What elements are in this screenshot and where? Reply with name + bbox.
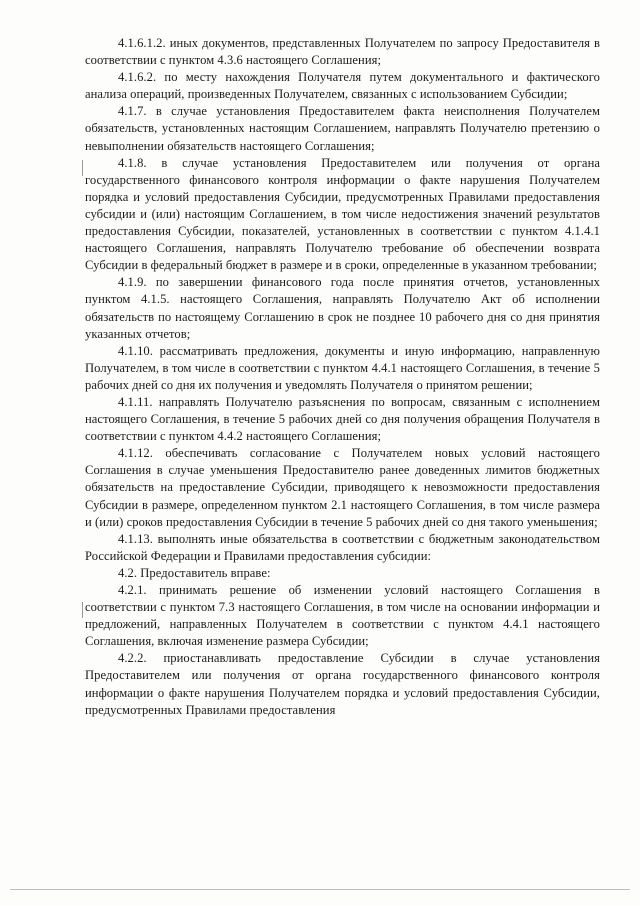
paragraph-4-1-6-2: 4.1.6.2. по месту нахождения Получателя путем документального и фактического анализа операций, произведенных Получателем, связанных с использованием Субсидии;	[85, 70, 600, 102]
paragraph-4-1-13: 4.1.13. выполнять иные обязательства в соответствии с бюджетным законодательством Российской Федерации и Правилами предоставления субсидии:	[85, 531, 600, 563]
section-heading-4-2: 4.2. Предоставитель вправе:	[118, 565, 271, 580]
paragraph-4-1-8: 4.1.8. в случае установления Предоставителем или получения от органа государственного финансового контроля информации о факте нарушения Получателем порядка и условий предоставления Субсидии, предусмотренных Правилами предоставления субсидии и (или) настоящим Соглашением, в том числе недостижения значений результатов предоставления Субсидии, показателей, установленных в соответствии с пунктом 4.1.4.1 настоящего Соглашения, направлять Получателю требование об обеспечении возврата Субсидии в федеральный бюджет в размере и в сроки, определенные в указанном требовании;	[85, 155, 600, 273]
scan-margin-mark	[82, 160, 83, 176]
page-bottom-rule	[10, 889, 630, 890]
paragraph-4-1-7: 4.1.7. в случае установления Предоставителем факта неисполнения Получателем обязательств, установленных настоящим Соглашением, направлять Получателю претензию о невыполнении обязательств настоящего Соглашения;	[85, 104, 600, 153]
paragraph-4-1-6-1-2: 4.1.6.1.2. иных документов, представленных Получателем по запросу Предоставителя в соответствии с пунктом 4.3.6 настоящего Соглашения;	[85, 36, 600, 68]
paragraph-4-1-9: 4.1.9. по завершении финансового года после принятия отчетов, установленных пунктом 4.1.5. настоящего Соглашения, направлять Получателю Акт об исполнении обязательств по настоящему Соглашению в срок не позднее 10 рабочего дня со дня принятия указанных отчетов;	[85, 275, 600, 341]
paragraph-4-2-1: 4.2.1. принимать решение об изменении условий настоящего Соглашения в соответствии с пунктом 7.3 настоящего Соглашения, в том числе на основании информации и предложений, направленных Получателем в соответствии с пунктом 4.4.1 настоящего Соглашения, включая изменение размера Субсидии;	[85, 583, 600, 649]
scan-margin-mark	[82, 602, 83, 618]
paragraph-4-1-10: 4.1.10. рассматривать предложения, документы и иную информацию, направленную Получателем, в том числе в соответствии с пунктом 4.4.1 настоящего Соглашения, в течение 5 рабочих дней со дня их получения и уведомлять Получателя о принятом решении;	[85, 343, 600, 392]
paragraph-4-1-11: 4.1.11. направлять Получателю разъяснения по вопросам, связанным с исполнением настоящего Соглашения, в течение 5 рабочих дней со дня получения обращения Получателя в соответствии с пунктом 4.4.2 настоящего Соглашения;	[85, 394, 600, 444]
paragraph-4-2-2: 4.2.2. приостанавливать предоставление Субсидии в случае установления Предоставителем или получения от органа государственного финансового контроля информации о факте нарушения Получателем порядка и условий предоставления Субсидии, предусмотренных Правилами предоставления	[85, 651, 600, 717]
paragraph-4-1-12: 4.1.12. обеспечивать согласование с Получателем новых условий настоящего Соглашения в случае уменьшения Предоставителю ранее доведенных лимитов бюджетных обязательств на предоставление Субсидии, приводящего к невозможности предоставления Субсидии в размере, определенном пунктом 2.1 настоящего Соглашения, в том числе размера и (или) сроков предоставления Субсидии в течение 5 рабочих дней со дня такого уменьшения;	[85, 446, 600, 529]
